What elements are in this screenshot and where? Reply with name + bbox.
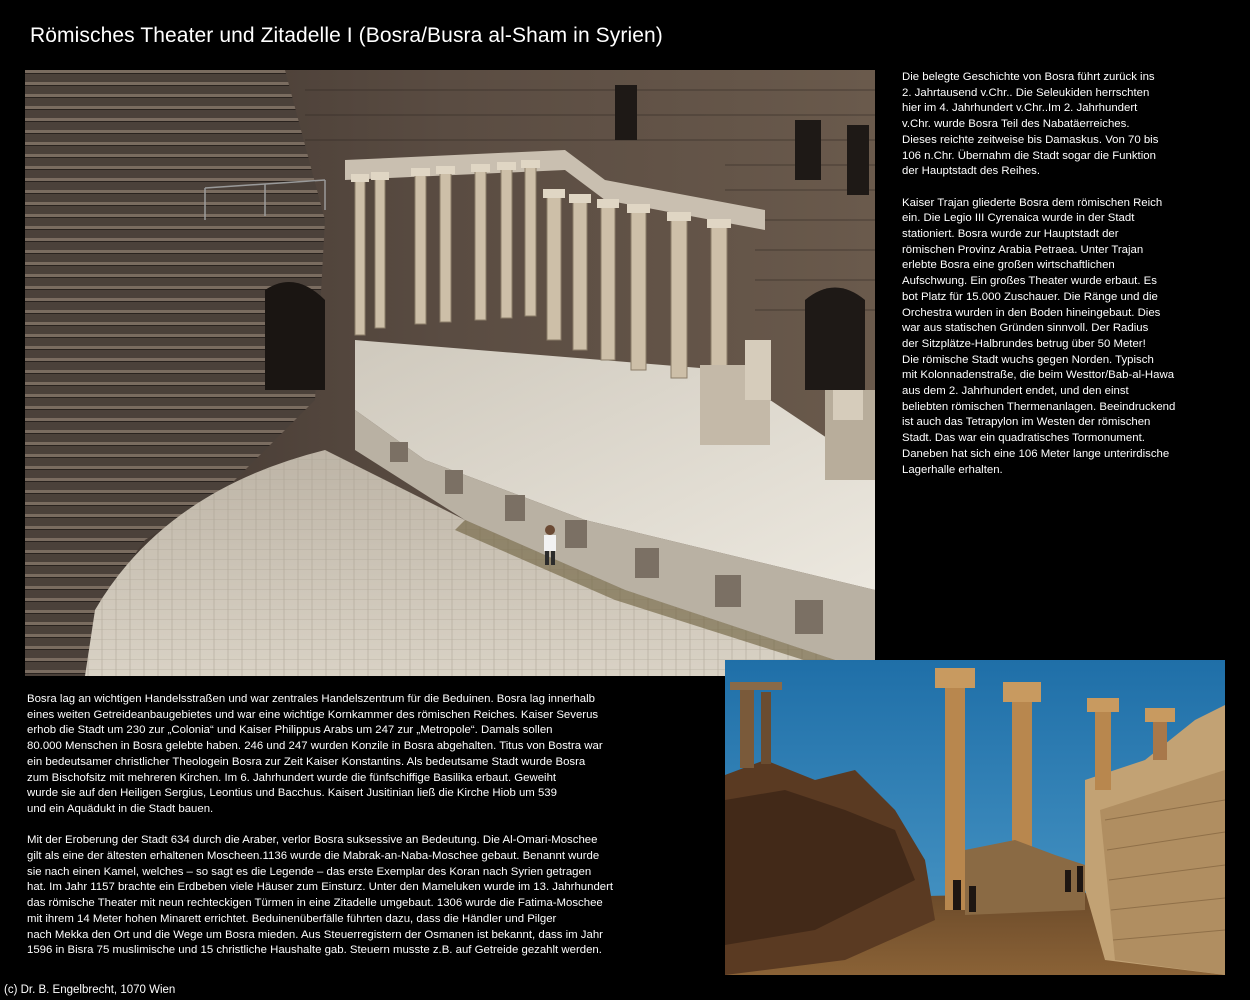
copyright-footer: (c) Dr. B. Engelbrecht, 1070 Wien (4, 984, 176, 996)
history-text-right: Die belegte Geschichte von Bosra führt zurück ins 2. Jahrtausend v.Chr.. Die Seleukiden herrschten hier im 4. Jahrhundert v.Chr..Im 2. Jahrhundert v.Chr. wurde Bosra Teil des Nabatäerreiches. Dieses reichte zeitweise bis Damaskus. Von 70 bis 106 n.Chr. Übernahm die Stadt sogar die Funktion der Hauptstadt des Reihes. Kaiser Trajan gliederte Bosra dem römischen Reich ein. Die Legio III Cyrenaica wurde in der Stadt stationiert. Bosra wurde zur Hauptstadt der römischen Provinz Arabia Petraea. Unter Trajan erlebte Bosra eine großen wirtschaftlichen Aufschwung. Ein großes Theater wurde erbaut. Es bot Platz für 15.000 Zuschauer. Die Ränge und die Orchestra wurden in den Boden hineingebaut. Dies war aus statischen Gründen sinnvoll. Der Radius der Sitzplätze-Halbrundes betrug über 50 Meter! Die römische Stadt wuchs gegen Norden. Typisch mit Kolonnadenstraße, die beim Westtor/Bab-al-Hawa aus dem 2. Jahrhundert endet, und den einst beliebten römischen Thermenanlagen. Beeindruckend ist auch das Tetrapylon im Westen der römischen Stadt. Das war ein quadratisches Tormonument. Daneben hat sich eine 106 Meter lange unterirdische Lagerhalle erhalten. (902, 71, 1176, 476)
page-title: Römisches Theater und Zitadelle I (Bosra/Busra al-Sham in Syrien) (30, 24, 663, 47)
roman-columns-photo (725, 660, 1225, 975)
roman-theater-photo (25, 70, 875, 676)
history-text-bottom: Bosra lag an wichtigen Handelsstraßen und war zentrales Handelszentrum für die Beduinen. Bosra lag innerhalb eines weiten Getreideanbaugebietes und war eine wichtige Kornkammer des römischen Reiches. Kaiser Severus erhob die Stadt um 230 zur „Colonia“ und Kaiser Philippus Arabs um 247 zur „Metropole“. Damals sollen 80.000 Menschen in Bosra gelebte haben. 246 und 247 wurden Konzile in Bosra abgehalten. Titus von Bostra war ein bedeutsamer christlicher Theologein Bosra zur Zeit Kaiser Konstantins. Als bedeutsame Stadt wurde Bosra zum Bischofsitz mit mehreren Kirchen. Im 6. Jahrhundert wurde die fünfschiffige Basilika erbaut. Geweiht wurde sie auf den Heiligen Sergius, Leontius und Bacchus. Kaisert Jusitinian ließ die Kirche Hiob um 539 und ein Aquädukt in die Stadt bauen. Mit der Eroberung der Stadt 634 durch die Araber, verlor Bosra suksessive an Bedeutung. Die Al-Omari-Moschee gilt als eine der ältesten erhaltenen Moscheen.1136 wurde die Mabrak-an-Naba-Moschee gebaut. Benannt wurde sie nach einen Kamel, welches – so sagt es die Legende – das erste Exemplar des Koran nach Syrien getragen hat. Im Jahr 1157 brachte ein Erdbeben viele Häuser zum Einsturz. Unter den Mameluken wurde im 13. Jahrhundert das römische Theater mit neun rechteckigen Türmen in eine Zitadelle umgebaut. 1306 wurde die Fatima-Moschee mit ihrem 14 Meter hohen Minarett errichtet. Beduinenüberfälle führten dazu, dass die Händler und Pilger nach Mekka den Ort und die Wege um Bosra mieden. Aus Steuerregistern der Osmanen ist bekannt, dass im Jahr 1596 in Bisra 75 muslimische und 15 christliche Haushalte gab. Steuern musste z.B. auf Getreide gezahlt werden. (27, 693, 614, 957)
